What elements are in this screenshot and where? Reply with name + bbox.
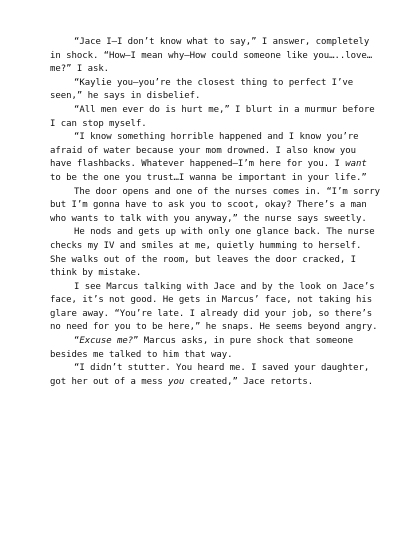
paragraph <box>50 36 380 77</box>
paragraph <box>50 335 380 362</box>
text-run: “I know something horrible happened and I know you’re afraid of water because your mom drowned. I also know you have flashbacks. Whatever happened—I’m here for you. I <box>50 132 359 170</box>
paragraph <box>50 77 380 104</box>
page-body <box>50 36 380 389</box>
paragraph <box>50 131 380 185</box>
text-run: “ <box>74 336 80 347</box>
paragraph <box>50 186 380 227</box>
text-run: ” Marcus asks, in pure shock that someone besides me talked to him that way. <box>50 336 354 360</box>
text-run: “All men ever do is hurt me,” I blurt in a murmur before I can stop myself. <box>50 104 375 129</box>
emphasis-text: you <box>168 376 185 387</box>
paragraph <box>50 362 380 389</box>
paragraph <box>50 226 380 280</box>
emphasis-text: want <box>345 159 367 170</box>
text-run: He nods and gets up with only one glance back. The nurse checks my IV and smiles at me, quietly humming to herself. She walks out of the room, but leaves the door cracked, I think by mistake. <box>50 227 375 279</box>
paragraph <box>50 104 380 131</box>
text-run: “I didn’t stutter. You heard me. I saved your daughter, got her out of a mess <box>50 363 370 387</box>
text-run: I see Marcus talking with Jace and by the look on Jace’s face, it’s not good. He gets in Marcus’ face, not taking his glare away. “You’re late. I already did your job, so there’s no need for you to be here,” he snaps. He seems beyond angry. <box>50 281 378 333</box>
text-run: The door opens and one of the nurses comes in. “I’m sorry but I’m gonna have to ask you to scoot, okay? There’s a man who wants to talk with you anyway,” the nurse says sweetly. <box>50 186 381 224</box>
paragraph <box>50 281 380 335</box>
text-run: “Kaylie you—you’re the closest thing to perfect I’ve seen,” he says in disbelief. <box>50 77 354 102</box>
emphasis-text: Excuse me? <box>79 336 134 347</box>
text-run: created,” Jace retorts. <box>184 376 314 387</box>
text-run: to be the one you trust…I wanna be important in your life.” <box>50 172 367 183</box>
text-run: “Jace I—I don’t know what to say,” I answer, completely in shock. “How—I mean why—How could someone like you…..love…me?” I ask. <box>50 37 373 75</box>
